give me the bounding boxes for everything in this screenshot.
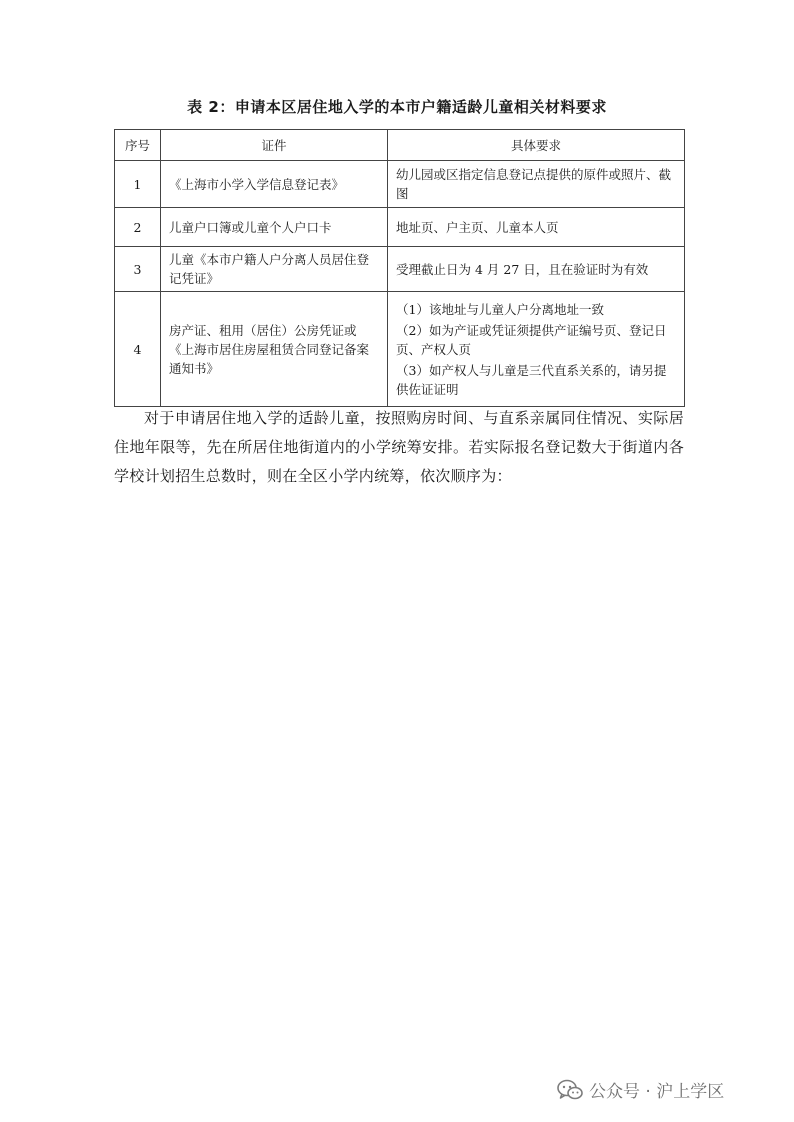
- requirement-line: 幼儿园或区指定信息登记点提供的原件或照片、截图: [396, 167, 672, 201]
- wechat-icon: [557, 1079, 583, 1101]
- requirement-line: （2）如为产证或凭证须提供产证编号页、登记日页、产权人页: [396, 322, 667, 357]
- row-requirement: [388, 247, 685, 292]
- requirement-line: 受理截止日为 4 月 27 日，且在验证时为有效: [396, 261, 649, 277]
- row-requirement: [388, 292, 685, 407]
- requirement-line: （3）如产权人与儿童是三代直系关系的，请另提供佐证证明: [396, 362, 667, 397]
- table-row: [115, 292, 685, 407]
- row-index: 4: [115, 292, 161, 407]
- row-index: 3: [115, 247, 161, 292]
- table-row: [115, 161, 685, 208]
- header-index: 序号: [115, 130, 161, 161]
- header-certificate: 证件: [161, 130, 388, 161]
- watermark-text: 公众号 · 沪上学区: [589, 1082, 725, 1102]
- row-certificate: 房产证、租用（居住）公房凭证或《上海市居住房屋租赁合同登记备案通知书》: [161, 292, 388, 407]
- row-requirement: [388, 161, 685, 208]
- row-index: 1: [115, 161, 161, 208]
- requirement-line: 地址页、户主页、儿童本人页: [396, 219, 559, 235]
- table-row: [115, 247, 685, 292]
- body-paragraph: 对于申请居住地入学的适龄儿童，按照购房时间、与直系亲属同住情况、实际居住地年限等，先在所居住地街道内的小学统筹安排。若实际报名登记数大于街道内各学校计划招生总数时，则在全区小学内统筹，依次顺序为：: [114, 409, 684, 485]
- table-title: 表 2：申请本区居住地入学的本市户籍适龄儿童相关材料要求: [187, 98, 607, 116]
- row-certificate: 儿童户口簿或儿童个人户口卡: [161, 208, 388, 247]
- materials-table: [114, 129, 685, 407]
- requirement-line: （1）该地址与儿童人户分离地址一致: [396, 301, 604, 317]
- table-row: [115, 208, 685, 247]
- header-requirement: 具体要求: [388, 130, 685, 161]
- table-header-row: [115, 130, 685, 161]
- row-certificate: 《上海市小学入学信息登记表》: [161, 161, 388, 208]
- row-requirement: [388, 208, 685, 247]
- watermark: [557, 1077, 724, 1102]
- row-index: 2: [115, 208, 161, 247]
- row-certificate: 儿童《本市户籍人户分离人员居住登记凭证》: [161, 247, 388, 292]
